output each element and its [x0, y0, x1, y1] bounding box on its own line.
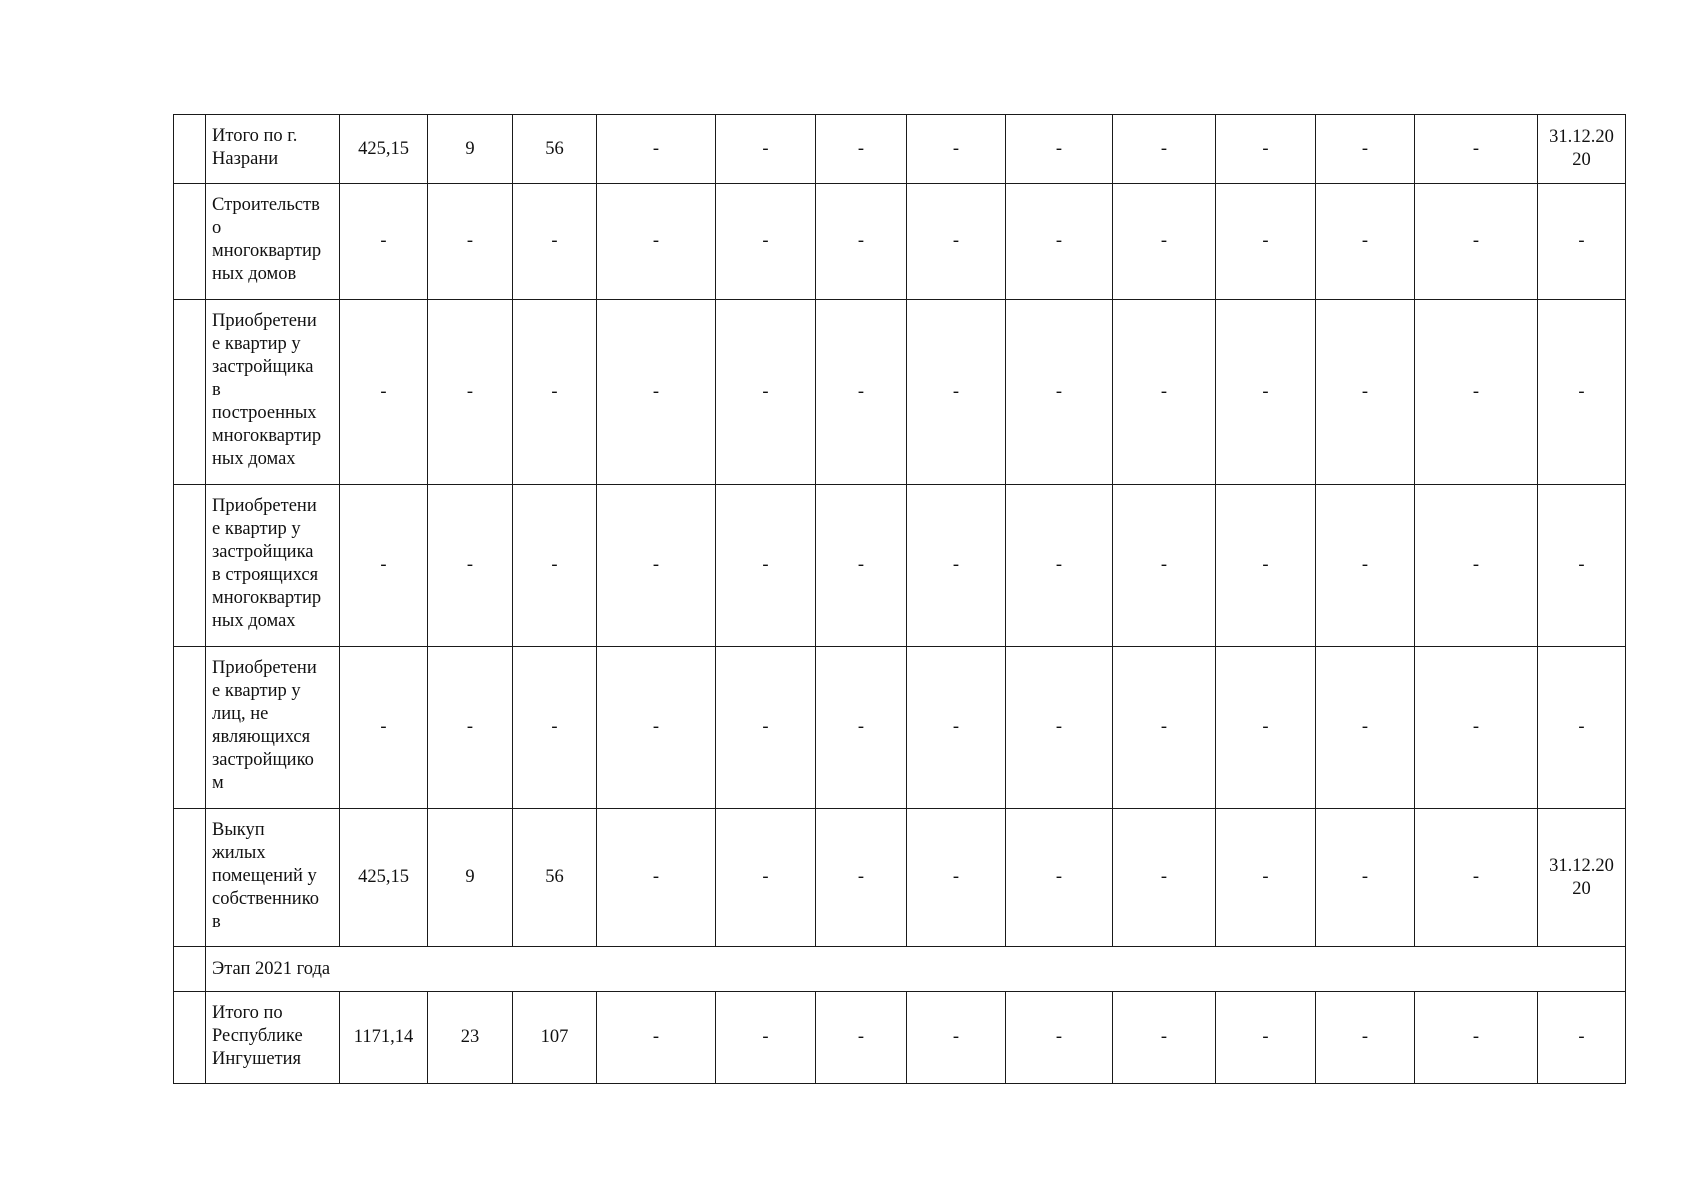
value-cell: - — [428, 184, 513, 300]
value-cell: - — [513, 485, 597, 647]
value-cell: - — [597, 300, 716, 485]
value-cell: - — [1316, 300, 1415, 485]
value-cell: - — [1113, 115, 1216, 184]
table-row — [174, 485, 1626, 647]
value-cell: - — [907, 115, 1006, 184]
value-cell: 425,15 — [340, 809, 428, 947]
text-line: о — [212, 218, 222, 238]
text-line: в — [212, 912, 221, 932]
value-cell: - — [513, 647, 597, 809]
text-line: Приобретени — [212, 658, 317, 678]
stage-row — [174, 947, 1626, 992]
deadline-cell — [1538, 184, 1626, 300]
value-cell: - — [340, 647, 428, 809]
value-cell: - — [907, 647, 1006, 809]
value-cell: - — [816, 184, 907, 300]
row-name-cell — [206, 647, 340, 809]
table-row — [174, 809, 1626, 947]
index-cell — [174, 300, 206, 485]
deadline-cell — [1538, 809, 1626, 947]
value-cell: - — [340, 184, 428, 300]
value-cell: - — [716, 184, 816, 300]
value-cell: 107 — [513, 992, 597, 1084]
text-line: е квартир у — [212, 334, 301, 354]
text-line: помещений у — [212, 866, 317, 886]
value-cell: - — [1113, 485, 1216, 647]
text-line: в — [212, 380, 221, 400]
value-cell: - — [716, 647, 816, 809]
value-cell: - — [1006, 647, 1113, 809]
text-line: Назрани — [212, 149, 279, 169]
value-cell: - — [716, 115, 816, 184]
value-cell: - — [1415, 300, 1538, 485]
value-cell: - — [1316, 184, 1415, 300]
value-cell: - — [1006, 300, 1113, 485]
value-cell: - — [1216, 485, 1316, 647]
value-cell: 56 — [513, 115, 597, 184]
value-cell: - — [1113, 809, 1216, 947]
value-cell: - — [907, 184, 1006, 300]
row-name-cell — [206, 809, 340, 947]
row-name-cell — [206, 184, 340, 300]
value-cell: - — [1006, 809, 1113, 947]
table-row — [174, 647, 1626, 809]
text-line: ных домов — [212, 264, 297, 284]
value-cell: - — [1216, 184, 1316, 300]
row-name-cell — [206, 992, 340, 1084]
value-cell: - — [1316, 809, 1415, 947]
value-cell: 23 — [428, 992, 513, 1084]
value-cell: - — [1316, 992, 1415, 1084]
value-cell: - — [1316, 115, 1415, 184]
value-cell: - — [1216, 992, 1316, 1084]
value-cell: - — [816, 647, 907, 809]
value-cell: - — [816, 992, 907, 1084]
value-cell: - — [716, 485, 816, 647]
value-cell: 1171,14 — [340, 992, 428, 1084]
housing-program-table — [173, 114, 1626, 1084]
value-cell: - — [1415, 992, 1538, 1084]
deadline-cell — [1538, 485, 1626, 647]
table-row — [174, 184, 1626, 300]
text-line: многоквартир — [212, 588, 322, 608]
text-line: Приобретени — [212, 496, 317, 516]
value-cell: - — [1415, 485, 1538, 647]
value-cell: - — [1006, 115, 1113, 184]
deadline-cell — [1538, 992, 1626, 1084]
text-line: жилых — [212, 843, 266, 863]
value-cell: - — [1006, 992, 1113, 1084]
text-line: Строительств — [212, 195, 320, 215]
text-line: лиц, не — [212, 704, 269, 724]
value-cell: - — [428, 300, 513, 485]
text-line: многоквартир — [212, 426, 322, 446]
value-cell: - — [428, 647, 513, 809]
value-cell: - — [1216, 809, 1316, 947]
table-row — [174, 300, 1626, 485]
value-cell: - — [1113, 184, 1216, 300]
value-cell: - — [1113, 992, 1216, 1084]
index-cell — [174, 947, 206, 992]
index-cell — [174, 485, 206, 647]
value-cell: - — [597, 647, 716, 809]
row-name-cell — [206, 300, 340, 485]
value-cell: - — [597, 485, 716, 647]
value-cell: - — [716, 809, 816, 947]
text-line: застройщика — [212, 542, 314, 562]
value-cell: - — [513, 300, 597, 485]
value-cell: - — [340, 300, 428, 485]
value-cell: - — [340, 485, 428, 647]
value-cell: - — [907, 300, 1006, 485]
deadline-cell — [1538, 115, 1626, 184]
value-cell: 56 — [513, 809, 597, 947]
value-cell: - — [1216, 300, 1316, 485]
text-line: - — [1578, 717, 1585, 737]
text-line: 31.12.20 — [1549, 127, 1614, 147]
value-cell: - — [597, 115, 716, 184]
text-line: - — [1578, 381, 1585, 402]
value-cell: - — [1415, 647, 1538, 809]
text-line: 20 — [1572, 150, 1591, 170]
index-cell — [174, 184, 206, 300]
text-line: Итого по — [212, 1003, 283, 1023]
table-row — [174, 992, 1626, 1084]
value-cell: 9 — [428, 809, 513, 947]
text-line: являющихся — [212, 727, 311, 747]
value-cell: 425,15 — [340, 115, 428, 184]
text-line: собственнико — [212, 889, 320, 909]
text-line: Выкуп — [212, 820, 265, 840]
value-cell: - — [716, 300, 816, 485]
text-line: - — [1578, 555, 1585, 575]
index-cell — [174, 647, 206, 809]
text-line: 31.12.20 — [1549, 855, 1614, 876]
value-cell: - — [1113, 647, 1216, 809]
text-line: многоквартир — [212, 241, 322, 261]
deadline-cell — [1538, 300, 1626, 485]
text-line: е квартир у — [212, 519, 301, 539]
table-body — [174, 115, 1626, 1084]
value-cell: - — [428, 485, 513, 647]
value-cell: - — [1415, 115, 1538, 184]
value-cell: - — [1316, 485, 1415, 647]
value-cell: - — [1415, 184, 1538, 300]
value-cell: - — [597, 809, 716, 947]
text-line: Республике — [212, 1026, 303, 1046]
value-cell: - — [1006, 184, 1113, 300]
value-cell: - — [816, 809, 907, 947]
value-cell: - — [907, 485, 1006, 647]
text-line: в строящихся — [212, 565, 319, 585]
value-cell: 9 — [428, 115, 513, 184]
value-cell: - — [716, 992, 816, 1084]
value-cell: - — [1113, 300, 1216, 485]
index-cell — [174, 809, 206, 947]
value-cell: - — [816, 115, 907, 184]
value-cell: - — [907, 809, 1006, 947]
table-row — [174, 115, 1626, 184]
text-line: Итого по г. — [212, 126, 298, 146]
value-cell: - — [907, 992, 1006, 1084]
text-line: застройщика — [212, 357, 314, 377]
text-line: м — [212, 773, 224, 793]
index-cell — [174, 992, 206, 1084]
value-cell: - — [1216, 647, 1316, 809]
text-line: - — [1578, 1027, 1585, 1047]
value-cell: - — [1415, 809, 1538, 947]
text-line: ных домах — [212, 449, 296, 469]
value-cell: - — [816, 300, 907, 485]
row-name-cell — [206, 115, 340, 184]
text-line: застройщико — [212, 750, 314, 770]
value-cell: - — [1006, 485, 1113, 647]
value-cell: - — [597, 184, 716, 300]
value-cell: - — [816, 485, 907, 647]
deadline-cell — [1538, 647, 1626, 809]
text-line: ных домах — [212, 611, 296, 631]
value-cell: - — [1316, 647, 1415, 809]
stage-label: Этап 2021 года — [206, 947, 1626, 992]
text-line: е квартир у — [212, 681, 301, 701]
row-name-cell — [206, 485, 340, 647]
value-cell: - — [597, 992, 716, 1084]
text-line: 20 — [1572, 878, 1591, 899]
value-cell: - — [1216, 115, 1316, 184]
index-cell — [174, 115, 206, 184]
text-line: - — [1578, 231, 1585, 251]
value-cell: - — [513, 184, 597, 300]
text-line: Приобретени — [212, 311, 317, 331]
text-line: Ингушетия — [212, 1049, 302, 1069]
text-line: построенных — [212, 403, 317, 423]
